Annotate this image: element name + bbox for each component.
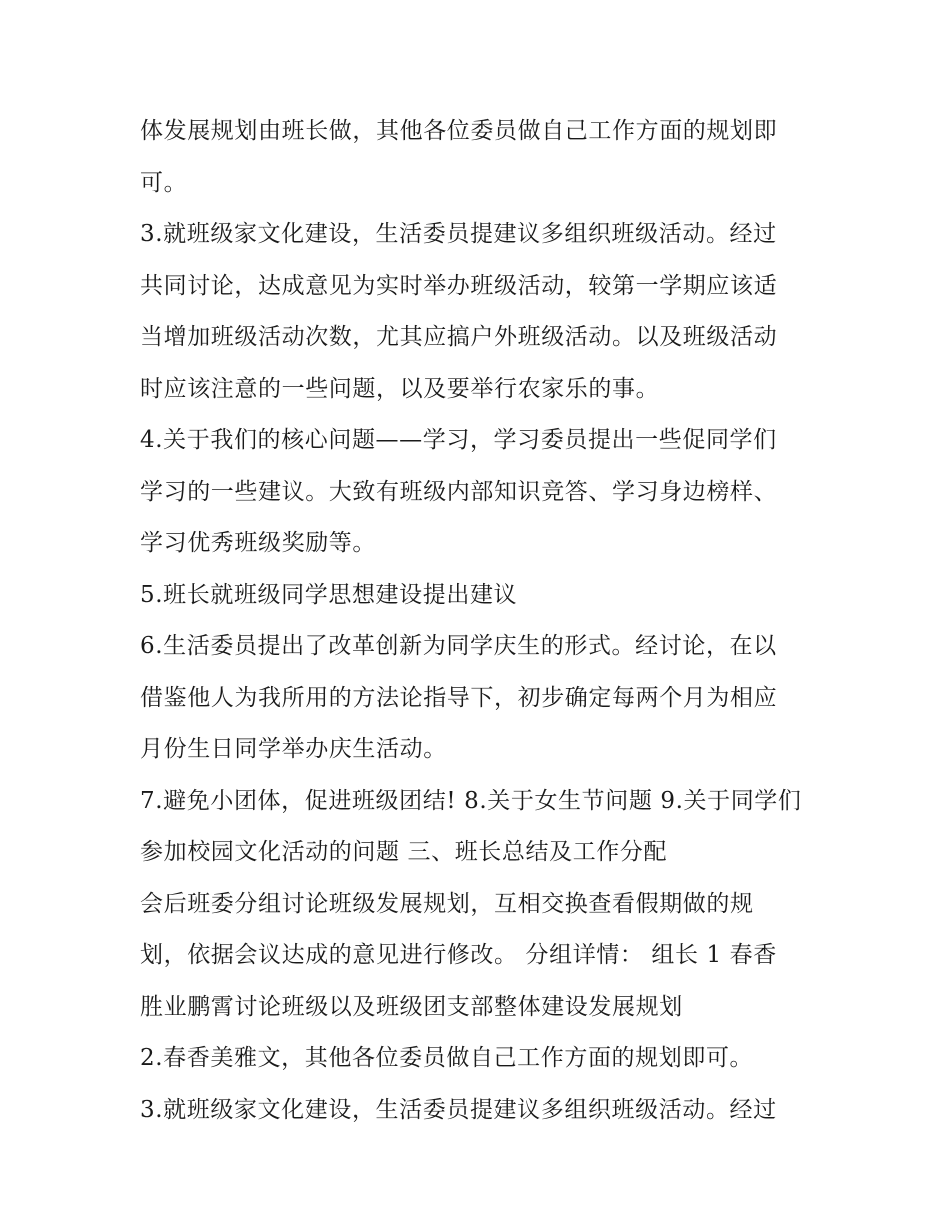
- text-line: 4.关于我们的核心问题——学习，学习委员提出一些促同学们: [140, 427, 777, 453]
- text-line: 当增加班级活动次数，尤其应搞户外班级活动。以及班级活动: [140, 324, 778, 350]
- text-line: 划，依据会议达成的意见进行修改。 分组详情： 组长 1 春香: [140, 942, 777, 968]
- text-line: 6.生活委员提出了改革创新为同学庆生的形式。经讨论，在以: [140, 633, 777, 659]
- text-line: 3.就班级家文化建设，生活委员提建议多组织班级活动。经过: [140, 221, 777, 247]
- document-body: [140, 106, 840, 1136]
- text-line: 时应该注意的一些问题，以及要举行农家乐的事。: [140, 375, 660, 402]
- text-line: 借鉴他人为我所用的方法论指导下，初步确定每两个月为相应: [140, 684, 778, 711]
- text-line: 2.春香美雅文，其他各位委员做自己工作方面的规划即可。: [140, 1045, 754, 1071]
- text-line: 3.就班级家文化建设，生活委员提建议多组织班级活动。经过: [140, 1096, 777, 1123]
- text-line: 5.班长就班级同学思想建设提出建议: [140, 581, 518, 608]
- text-line: 学习的一些建议。大致有班级内部知识竞答、学习身边榜样、: [140, 478, 778, 505]
- text-line: 学习优秀班级奖励等。: [140, 530, 376, 556]
- text-line: 月份生日同学举办庆生活动。: [140, 736, 447, 762]
- text-line: 可。: [140, 169, 188, 196]
- text-line: 共同讨论，达成意见为实时举办班级活动，较第一学期应该适: [140, 272, 778, 299]
- text-line: 会后班委分组讨论班级发展规划，互相交换查看假期做的规: [140, 890, 754, 917]
- text-line: 7.避免小团体，促进班级团结! 8.关于女生节问题 9.关于同学们: [140, 787, 802, 814]
- text-line: 体发展规划由班长做，其他各位委员做自己工作方面的规划即: [140, 118, 778, 144]
- text-line: 胜业鹏霄讨论班级以及班级团支部整体建设发展规划: [140, 993, 683, 1020]
- text-line: 参加校园文化活动的问题 三、班长总结及工作分配: [140, 839, 668, 865]
